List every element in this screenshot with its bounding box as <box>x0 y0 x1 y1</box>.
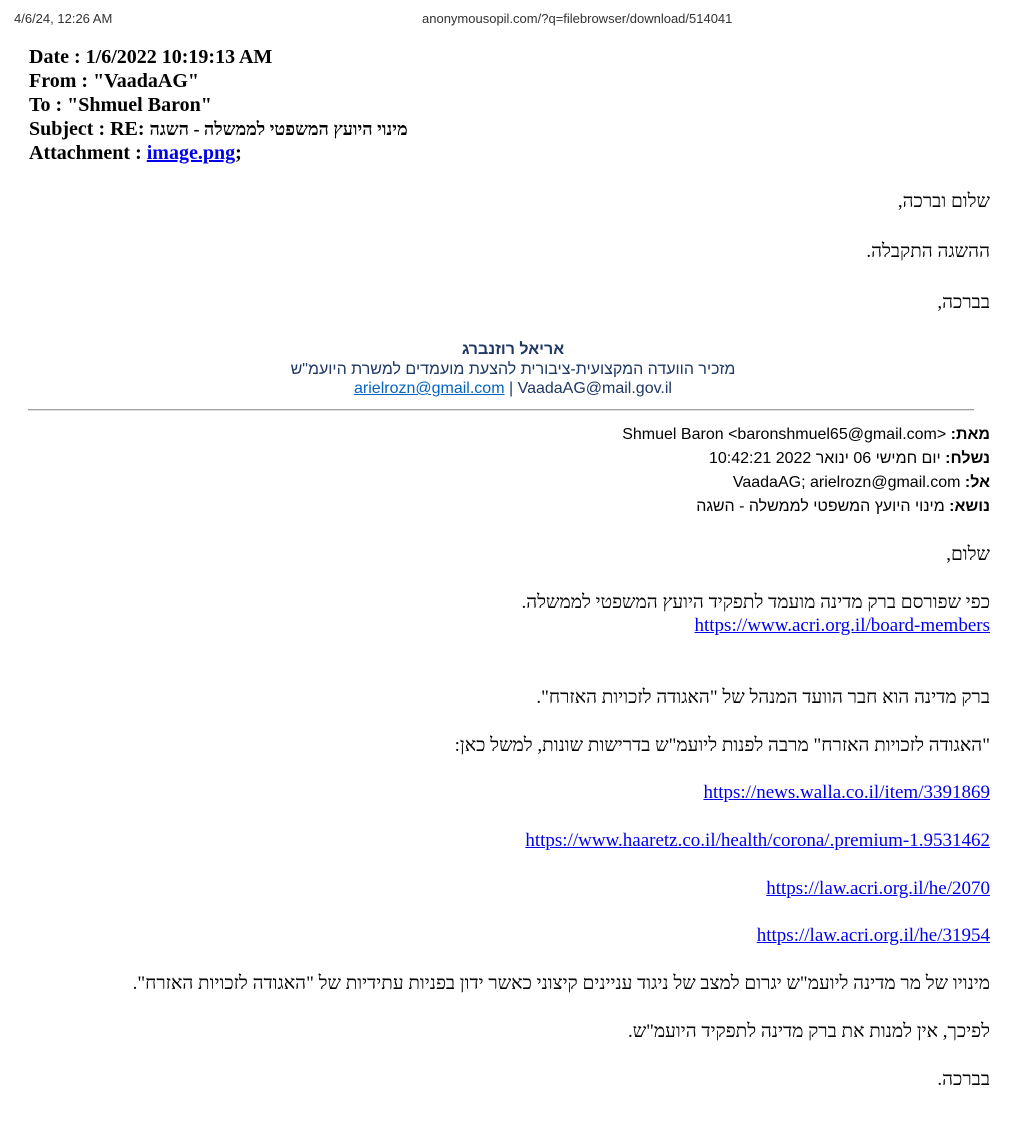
signature-separator: | <box>504 380 518 397</box>
walla-news-link[interactable]: https://news.walla.co.il/item/3391869 <box>703 782 990 803</box>
original-to-label: אל: <box>964 474 990 491</box>
meta-attachment-label: Attachment : <box>29 142 147 164</box>
print-url: anonymousopil.com/?q=filebrowser/download/514041 <box>422 11 733 26</box>
message-closing: בברכה. <box>937 1069 990 1090</box>
message-paragraph-5: לפיכך, אין למנות את ברק מדינה לתפקיד היועמ"ש. <box>627 1021 990 1042</box>
original-to-value: VaadaAG; arielrozn@gmail.com <box>732 474 961 491</box>
message-paragraph-1: כפי שפורסם ברק מדינה מועמד לתפקיד היועץ המשפטי לממשלה. <box>521 592 990 613</box>
acri-board-link[interactable]: https://www.acri.org.il/board-members <box>694 615 990 636</box>
attachment-link[interactable]: image.png <box>146 142 236 164</box>
reply-line: ההשגה התקבלה. <box>866 241 990 262</box>
signature-email-secondary: VaadaAG@mail.gov.il <box>517 380 672 397</box>
meta-attachment-row <box>29 141 408 165</box>
signature-name: אריאל רוזנברג <box>461 341 565 358</box>
meta-from-value: "VaadaAG" <box>93 70 199 92</box>
signature-title: מזכיר הוועדה המקצועית-ציבורית להצעת מועמדים למשרת היועמ"ש <box>290 361 736 378</box>
acri-law-link-2070[interactable]: https://law.acri.org.il/he/2070 <box>766 878 990 899</box>
meta-date-label: Date : <box>29 46 86 68</box>
meta-subject-value: מינוי היועץ המשפטי לממשלה - השגה <box>149 119 408 139</box>
original-sent-value: יום חמישי 06 ינואר 2022 10:42:21 <box>708 450 941 467</box>
message-greeting: שלום, <box>946 544 990 565</box>
haaretz-link[interactable]: https://www.haaretz.co.il/health/corona/.premium-1.9531462 <box>525 830 990 851</box>
original-from-value: Shmuel Baron <baronshmuel65@gmail.com> <box>622 426 947 443</box>
original-sent-row <box>709 450 990 468</box>
message-link-3 <box>525 830 990 852</box>
message-paragraph-4: מינויו של מר מדינה ליועמ"ש יגרום למצב של ניגוד עניינים קיצוני כאשר ידון בפניות עתידיות של "האגודה לזכויות האזרח". <box>132 973 990 994</box>
meta-attachment-suffix: ; <box>235 142 242 164</box>
message-link-1 <box>695 615 991 637</box>
meta-to-row <box>29 93 408 117</box>
meta-from-row <box>29 69 408 93</box>
meta-subject-row <box>29 117 408 141</box>
signature-contact <box>0 380 1026 398</box>
acri-law-link-31954[interactable]: https://law.acri.org.il/he/31954 <box>756 925 990 946</box>
meta-date-value: 1/6/2022 10:19:13 AM <box>85 46 273 68</box>
original-subject-value: מינוי היועץ המשפטי לממשלה - השגה <box>696 498 945 515</box>
message-link-2 <box>703 782 990 804</box>
meta-to-value: "Shmuel Baron" <box>67 94 212 116</box>
meta-from-label: From : <box>29 70 94 92</box>
message-paragraph-3: "האגודה לזכויות האזרח" מרבה לפנות ליועמ"ש בדרישות שונות, למשל כאן: <box>454 735 990 756</box>
original-from-row <box>622 426 990 444</box>
email-metadata <box>29 45 408 165</box>
reply-greeting: שלום וברכה, <box>897 191 990 212</box>
signature-email-link[interactable]: arielrozn@gmail.com <box>354 380 505 397</box>
print-header <box>0 11 1028 27</box>
meta-to-label: To : <box>29 94 68 116</box>
original-from-label: מאת: <box>950 426 990 443</box>
message-link-4 <box>766 878 990 900</box>
meta-date-row <box>29 45 408 69</box>
message-divider <box>28 409 974 411</box>
original-to-row <box>733 474 990 492</box>
message-link-5 <box>757 925 990 947</box>
reply-closing: בברכה, <box>937 292 990 313</box>
message-paragraph-2: ברק מדינה הוא חבר הוועד המנהל של "האגודה לזכויות האזרח". <box>536 687 990 708</box>
original-sent-label: נשלח: <box>945 450 990 467</box>
meta-subject-label: Subject : RE: <box>29 118 150 140</box>
original-subject-label: נושא: <box>949 498 990 515</box>
original-subject-row <box>696 498 990 516</box>
print-datetime: 4/6/24, 12:26 AM <box>14 11 113 26</box>
